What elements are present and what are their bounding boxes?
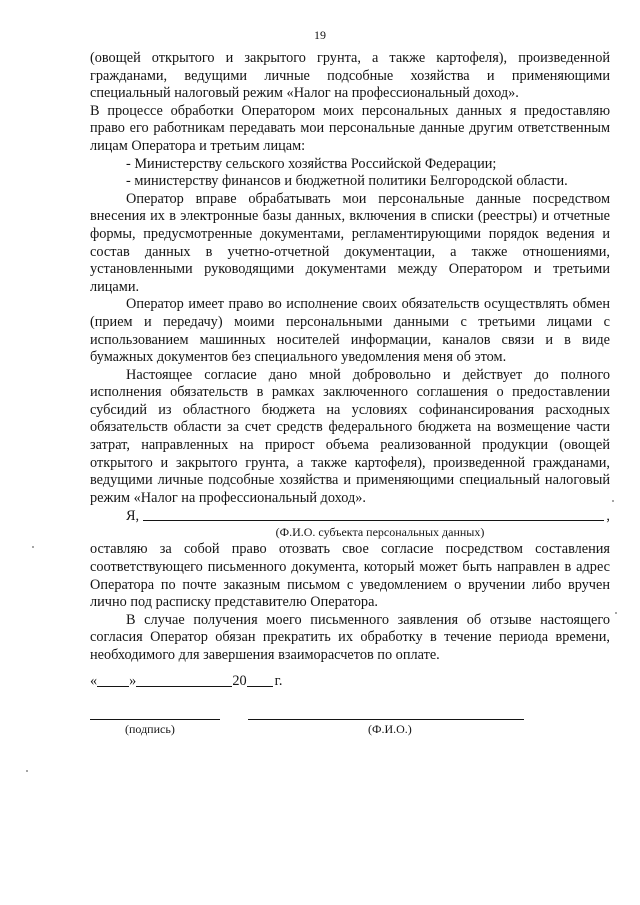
year-blank[interactable] — [247, 672, 273, 687]
paragraph-transfer-rights: В процессе обработки Оператором моих персональных данных я предоставляю право его работникам передавать мои персональные данные другим ответственным лицам Оператора и третьим лицам: — [90, 102, 610, 154]
full-name-line[interactable] — [248, 719, 524, 720]
full-name-caption: (Ф.И.О. субъекта персональных данных) — [275, 525, 485, 540]
month-blank[interactable] — [136, 672, 232, 687]
signature-line[interactable] — [90, 719, 220, 720]
fill-in-prefix: Я, — [126, 507, 140, 524]
day-blank[interactable] — [97, 672, 129, 687]
year-prefix: 20 — [232, 673, 247, 689]
year-suffix: г. — [274, 673, 283, 689]
list-item-ministry-finance: - министерству финансов и бюджетной политики Белгородской области. — [126, 173, 568, 190]
scan-speck — [26, 770, 28, 772]
signature-caption: (подпись) — [125, 722, 175, 736]
paragraph-revocation-effect: В случае получения моего письменного заявления об отзыве настоящего согласия Оператор обязан прекратить их обработку в течение периода времени, необходимого для завершения взаиморасчетов по оплате. — [90, 611, 610, 663]
paragraph-consent-duration: Настоящее согласие дано мной добровольно и действует до полного исполнения обязательств в рамках заключенного соглашения о предоставлении субсидий из областного бюджета на условиях софинансирования расходных обязательств области за счет средств федерального бюджета на возмещение части затрат, направленных на прирост объема реализованной продукции (овощей открытого и закрытого грунта, а также картофеля), произведенной гражданами, ведущими личные подсобные хозяйства и применяющими специальный налоговый режим «Налог на профессиональный доход». — [90, 366, 610, 506]
scan-speck — [32, 546, 34, 548]
date-line — [90, 672, 282, 690]
paragraph-exchange: Оператор имеет право во исполнение своих обязательств осуществлять обмен (прием и передачу) моими персональными данными с третьими лицами с использованием машинных носителей информации, каналов связи и в виде бумажных документов без специального уведомления меня об этом. — [90, 296, 610, 366]
date-open-quote: « — [90, 673, 98, 689]
scan-speck — [612, 500, 614, 502]
paragraph-processing: Оператор вправе обрабатывать мои персональные данные посредством внесения их в электронные базы данных, включения в списки (реестры) и отчетные формы, предусмотренные документами, регламентирующими порядок ведения и состав данных в учетно-отчетной документации, а также отношениями, установленными руководящими документами между Оператором и третьими лицами. — [90, 190, 610, 295]
paragraph-continuation: (овощей открытого и закрытого грунта, а также картофеля), произведенной гражданами, ведущими личные подсобные хозяйства и применяющими специальный налоговый режим «Налог на профессиональный доход». — [90, 50, 610, 102]
list-item-ministry-agriculture: - Министерству сельского хозяйства Российской Федерации; — [126, 155, 497, 172]
name-fill-in-row — [90, 507, 610, 525]
page-number: 19 — [314, 28, 326, 42]
full-name-blank[interactable] — [143, 520, 604, 521]
date-close-quote: » — [129, 673, 137, 689]
paragraph-revocation-right: оставляю за собой право отозвать свое согласие посредством составления соответствующего письменного документа, который может быть направлен в адрес Оператора по почте заказным письмом с уведомлением о вручении либо вручен лично под расписку представителю Оператора. — [90, 541, 610, 611]
document-body — [90, 50, 610, 665]
scan-speck — [615, 612, 617, 614]
fill-in-suffix: , — [606, 507, 610, 524]
full-name-signature-caption: (Ф.И.О.) — [368, 722, 412, 736]
